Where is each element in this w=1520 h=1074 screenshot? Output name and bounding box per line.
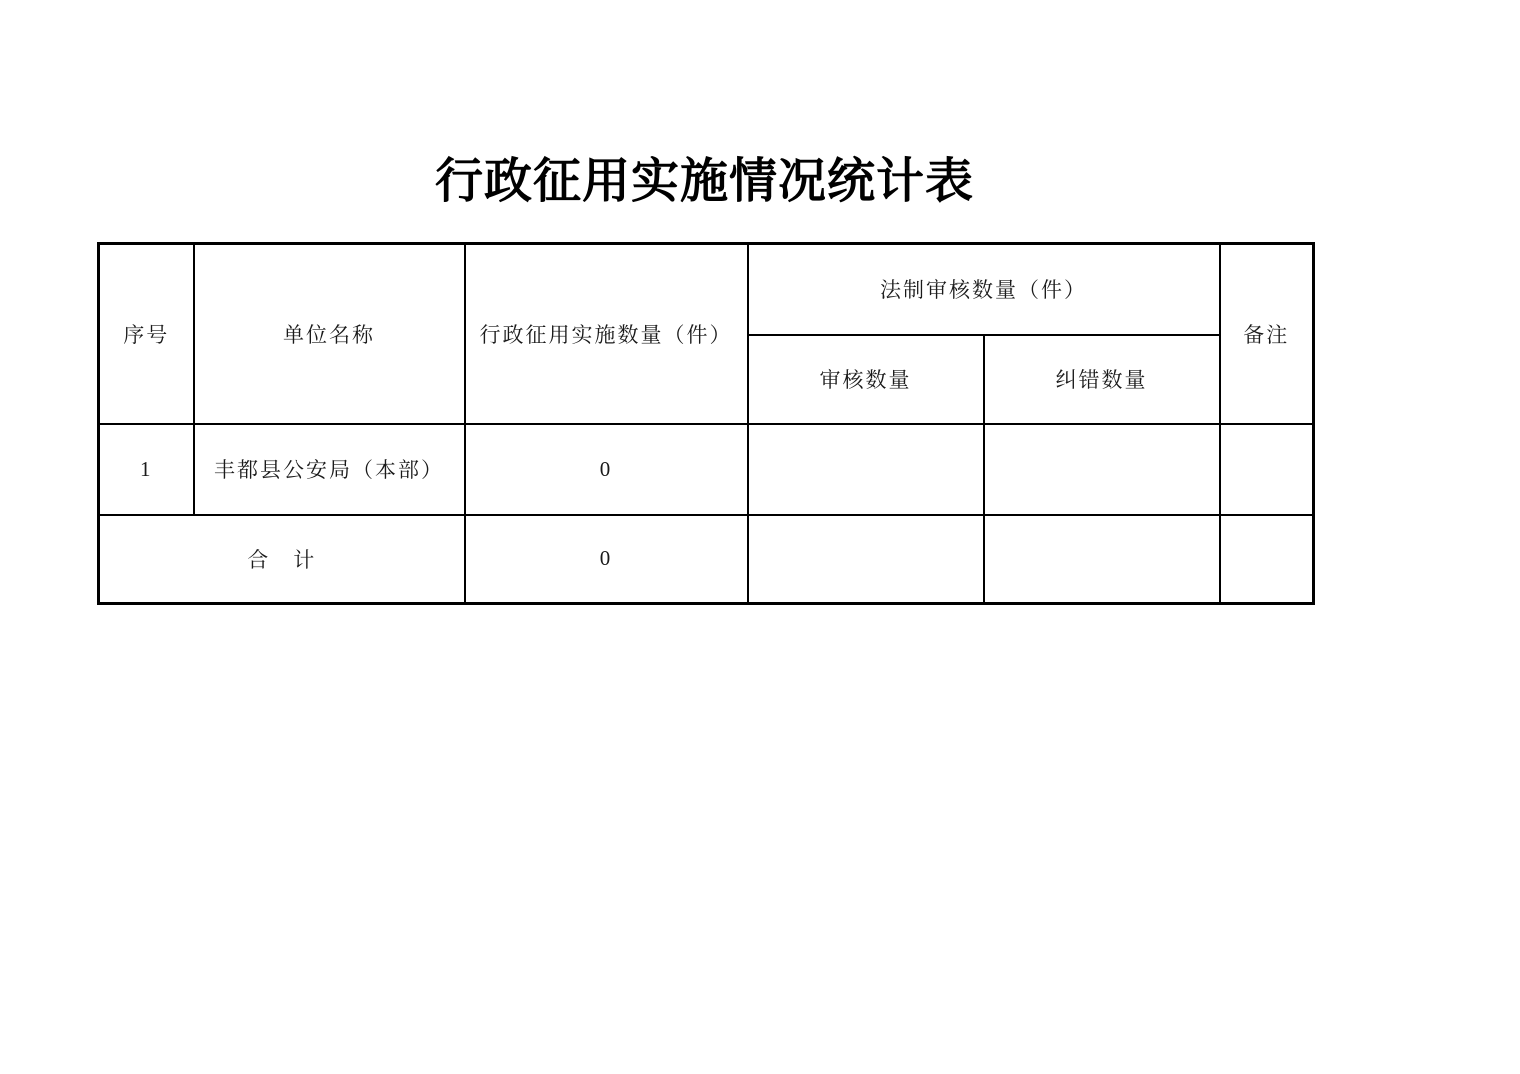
header-correction-count: 纠错数量 (984, 335, 1220, 424)
cell-unit-name: 丰都县公安局（本部） (194, 424, 465, 515)
total-remarks (1220, 515, 1314, 604)
header-serial: 序号 (99, 244, 194, 424)
cell-review-count (748, 424, 984, 515)
page-title: 行政征用实施情况统计表 (434, 155, 974, 208)
cell-requisition-count: 0 (465, 424, 748, 515)
header-review-count: 审核数量 (748, 335, 984, 424)
stats-table (97, 242, 1315, 605)
header-legal-review-group: 法制审核数量（件） (748, 244, 1220, 335)
total-correction-count (984, 515, 1220, 604)
cell-serial: 1 (99, 424, 194, 515)
total-label: 合 计 (99, 515, 465, 604)
cell-correction-count (984, 424, 1220, 515)
total-row (99, 515, 1314, 604)
cell-remarks (1220, 424, 1314, 515)
total-review-count (748, 515, 984, 604)
header-unit-name: 单位名称 (194, 244, 465, 424)
header-remarks: 备注 (1220, 244, 1314, 424)
total-requisition-count: 0 (465, 515, 748, 604)
table-row (99, 424, 1314, 515)
header-row-top (99, 244, 1314, 335)
header-requisition-count: 行政征用实施数量（件） (465, 244, 748, 424)
